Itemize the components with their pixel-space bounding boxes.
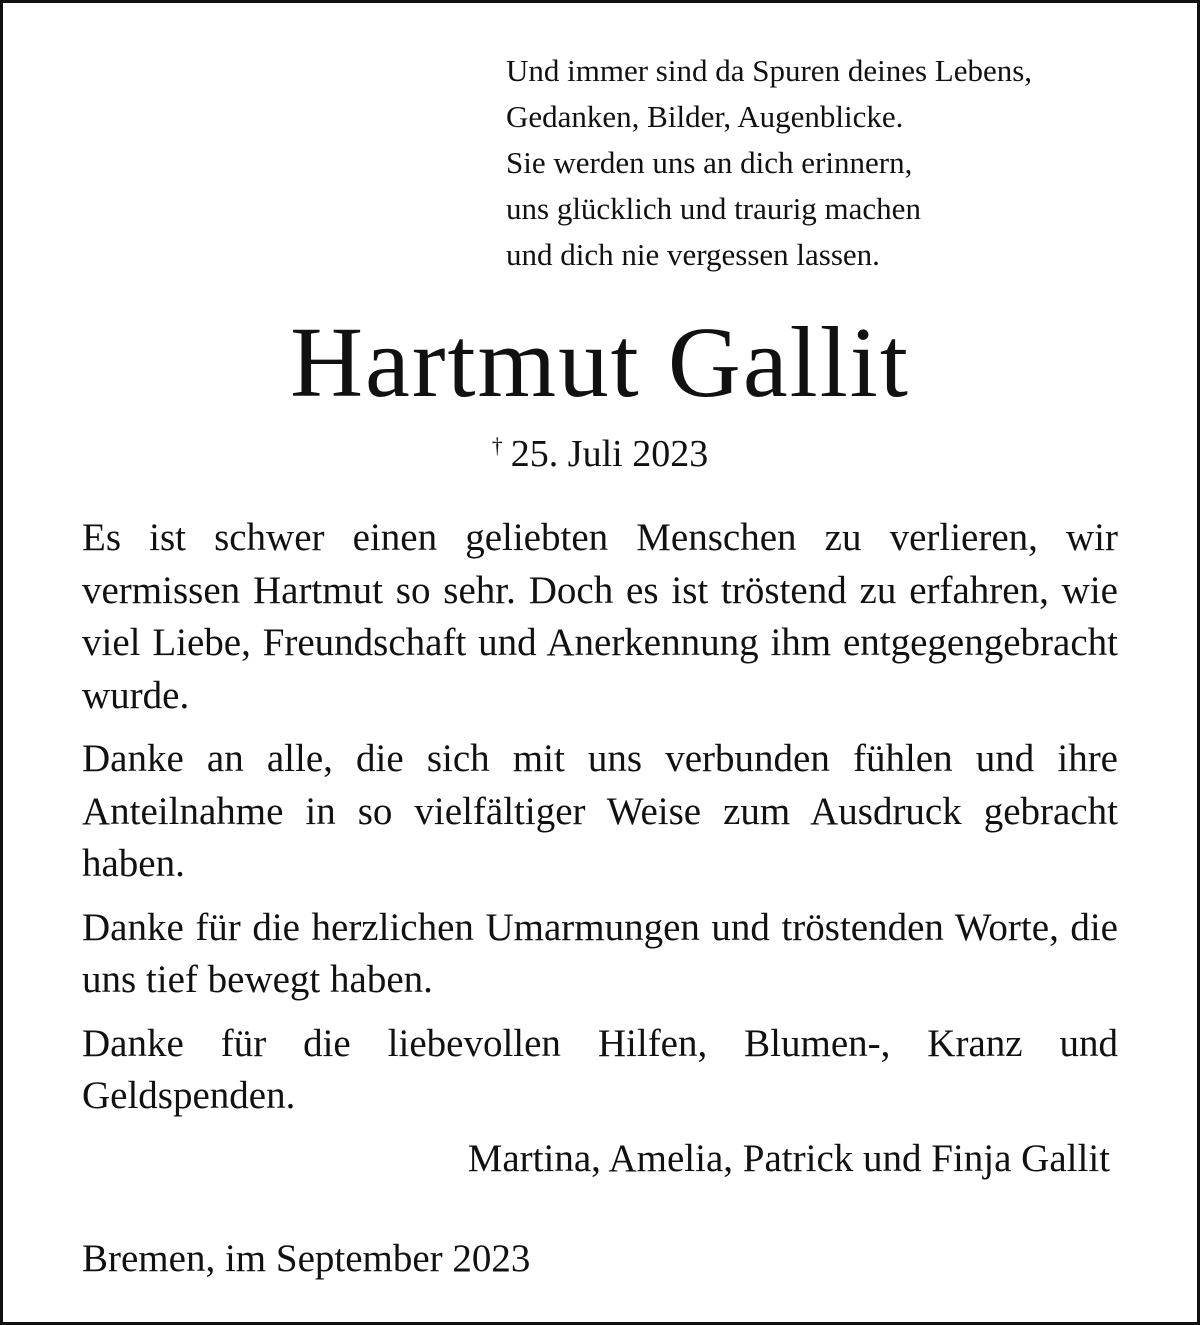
place-and-date: Bremen, im September 2023 — [82, 1237, 531, 1280]
dagger-icon: † — [491, 433, 503, 458]
poem-line: und dich nie vergessen lassen. — [506, 237, 880, 272]
poem-line: Sie werden uns an dich erinnern, — [506, 145, 913, 180]
body-paragraph: Es ist schwer einen geliebten Menschen zu verlieren, wir vermissen Hartmut so sehr. Doch es ist tröstend zu erfahren, wie viel Liebe, Freundschaft und Anerkennung ihm entgegengebracht wurde. — [82, 516, 1118, 717]
body-paragraph: Danke für die liebevollen Hilfen, Blumen-, Kranz und Geldspenden. — [82, 1021, 1118, 1117]
death-date: 25. Juli 2023 — [510, 433, 709, 475]
deceased-name: Hartmut Gallit — [290, 306, 910, 418]
body-paragraph: Danke an alle, die sich mit uns verbunden fühlen und ihre Anteilnahme in so vielfältiger Weise zum Ausdruck gebracht haben. — [82, 737, 1118, 885]
poem-line: Und immer sind da Spuren deines Lebens, — [506, 53, 1033, 88]
poem-line: Gedanken, Bilder, Augenblicke. — [506, 99, 904, 134]
memorial-poem — [506, 48, 1146, 278]
body-paragraph: Danke für die herzlichen Umarmungen und tröstenden Worte, die uns tief bewegt haben. — [82, 905, 1118, 1001]
family-signature: Martina, Amelia, Patrick und Finja Gallit — [467, 1137, 1110, 1180]
thank-you-text — [82, 512, 1118, 1134]
poem-line: uns glücklich und traurig machen — [506, 191, 921, 226]
death-date-line — [0, 420, 1200, 480]
